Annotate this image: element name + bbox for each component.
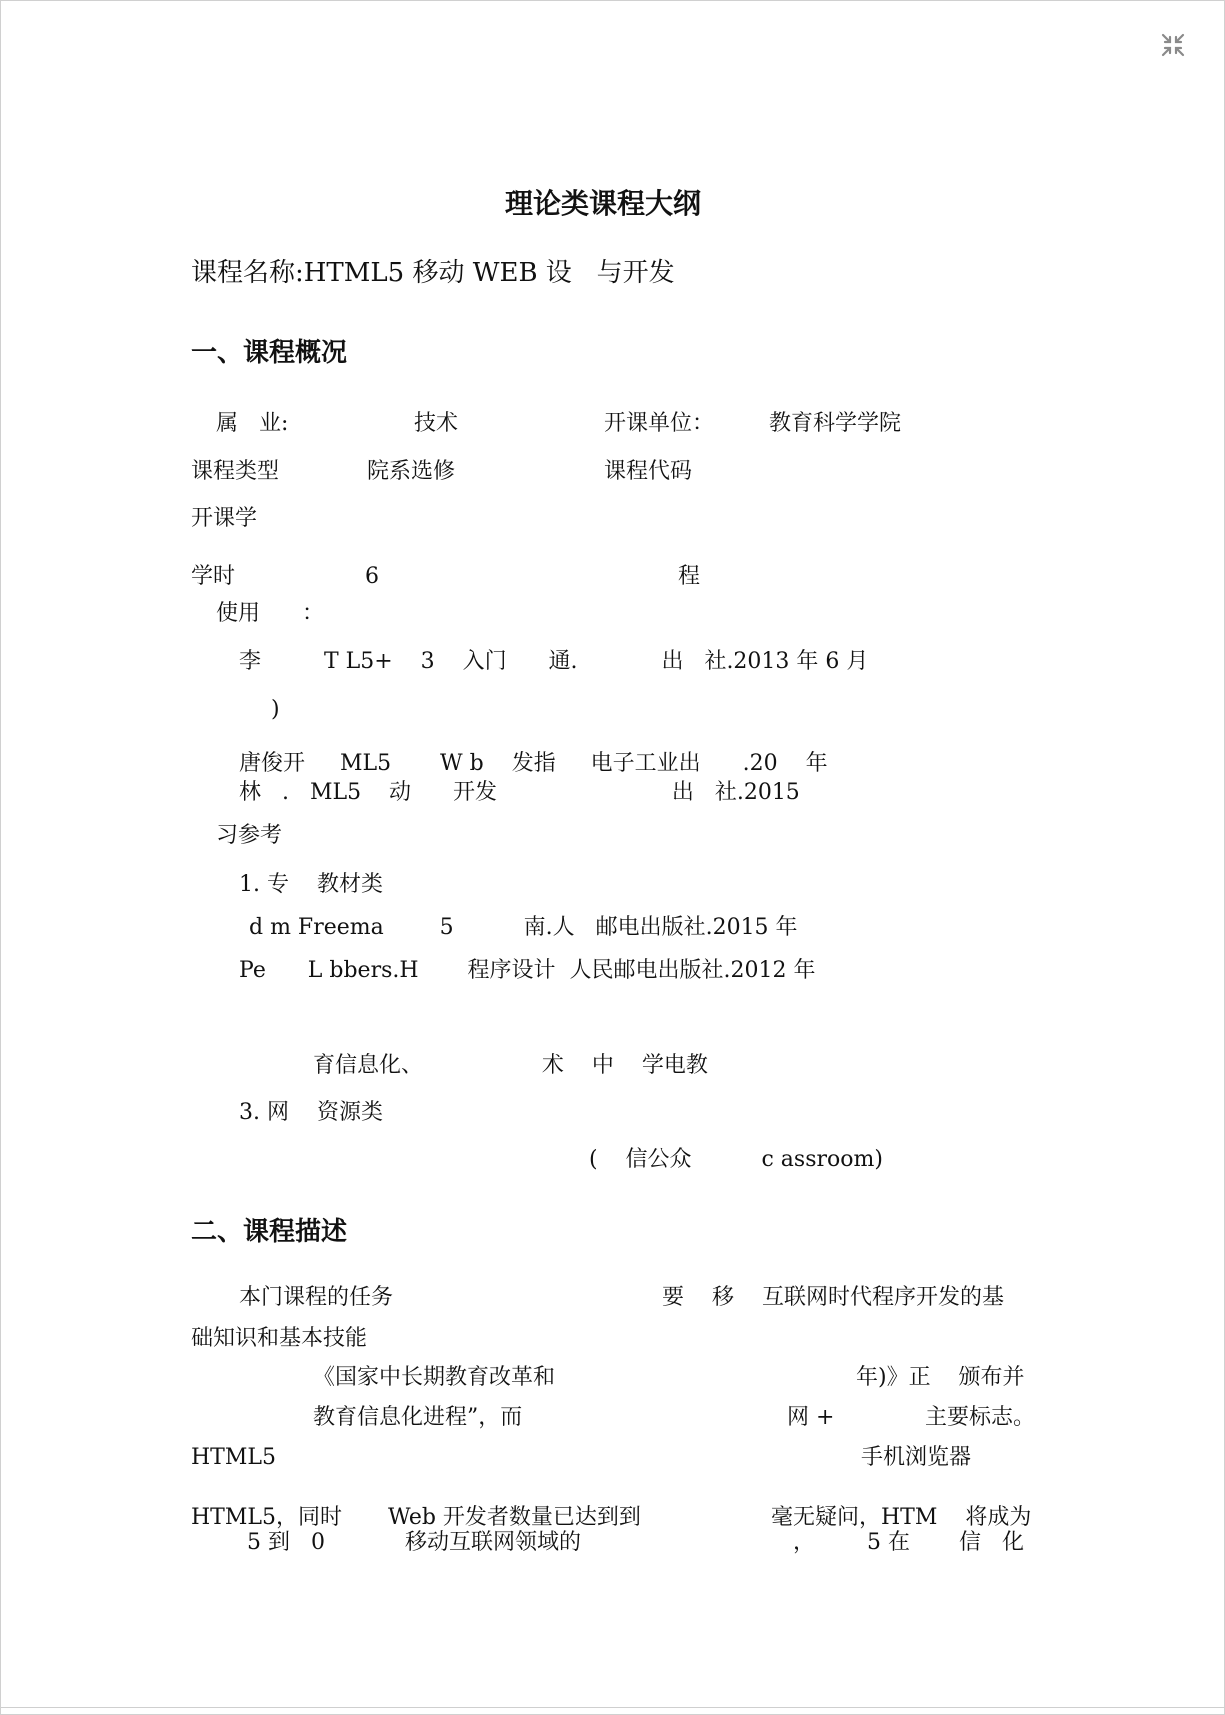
cheng-text: 程 — [678, 564, 701, 589]
description-text: 移动互联网领域的 — [405, 1530, 582, 1555]
description-text: 础知识和基本技能 — [191, 1326, 368, 1351]
description-text: HTML5，同时 — [191, 1505, 342, 1530]
course-code-label: 课程代码 — [604, 459, 693, 484]
hours-value: 6 — [365, 564, 379, 589]
description-text: 《国家中长期教育改革和 — [313, 1365, 556, 1390]
textbook-entry: 唐俊开 ML5 W b 发指 电子工业出 .20 年 — [239, 751, 828, 776]
description-text: 毫无疑问，HTM 将成为 — [771, 1505, 1032, 1530]
description-text: HTML5 — [191, 1445, 276, 1470]
description-text: Web 开发者数量已达到到 — [388, 1505, 641, 1530]
section-overview-heading: 一、课程概况 — [191, 338, 348, 368]
course-name: 课程名称:HTML5 移动 WEB 设 与开发 — [191, 258, 675, 288]
description-text: 主要标志。 — [925, 1405, 1036, 1430]
description-text: 教育信息化进程”，而 — [313, 1405, 523, 1430]
description-text: 本门课程的任务 — [239, 1285, 394, 1310]
web-resource-entry: ( 信公众 c assroom) — [589, 1147, 883, 1172]
hours-label: 学时 — [191, 564, 236, 589]
textbook-label: 使用 ： — [216, 601, 324, 626]
course-type-label: 课程类型 — [191, 459, 280, 484]
page-bottom-divider — [1, 1707, 1225, 1708]
description-text: 要 移 互联网时代程序开发的基 — [662, 1285, 1004, 1310]
textbook-entry: ) — [271, 697, 280, 722]
description-text: 信 化 — [959, 1530, 1024, 1555]
course-type-value: 院系选修 — [367, 459, 456, 484]
collapse-icon[interactable] — [1159, 31, 1187, 59]
description-text: 年)》正 颁布并 — [856, 1365, 1025, 1390]
description-text: 网 + — [787, 1405, 835, 1430]
description-text: 5 到 0 — [247, 1530, 325, 1555]
description-text: 手机浏览器 — [861, 1445, 972, 1470]
section-description-heading: 二、课程描述 — [191, 1217, 348, 1247]
description-text: 5 在 — [867, 1530, 910, 1555]
document-title: 理论类课程大纲 — [505, 187, 702, 220]
textbook-entry: 李 T L5+ 3 入门 通. 出 社.2013 年 6 月 — [239, 649, 869, 674]
reference-entry: d m Freema 5 南.人 邮电出版社.2015 年 — [249, 915, 798, 940]
description-text: ， — [793, 1530, 816, 1555]
textbook-entry: 林 . ML5 动 开发 出 社.2015 — [239, 780, 800, 805]
dept-label: 开课单位： — [604, 411, 715, 436]
major-value: 技术 — [414, 411, 459, 436]
dept-value: 教育科学学院 — [769, 411, 902, 436]
reference-entry: Pe L bbers.H 程序设计 人民邮电出版社.2012 年 — [239, 958, 816, 983]
ref-category-books: 1. 专 教材类 — [239, 872, 383, 897]
major-label: 属 业: — [216, 411, 289, 436]
journal-entry: 育信息化、 术 中 学电教 — [313, 1053, 708, 1078]
ref-category-web: 3. 网 资源类 — [239, 1100, 383, 1125]
term-label: 开课学 — [191, 506, 258, 531]
references-label: 习参考 — [216, 823, 283, 848]
